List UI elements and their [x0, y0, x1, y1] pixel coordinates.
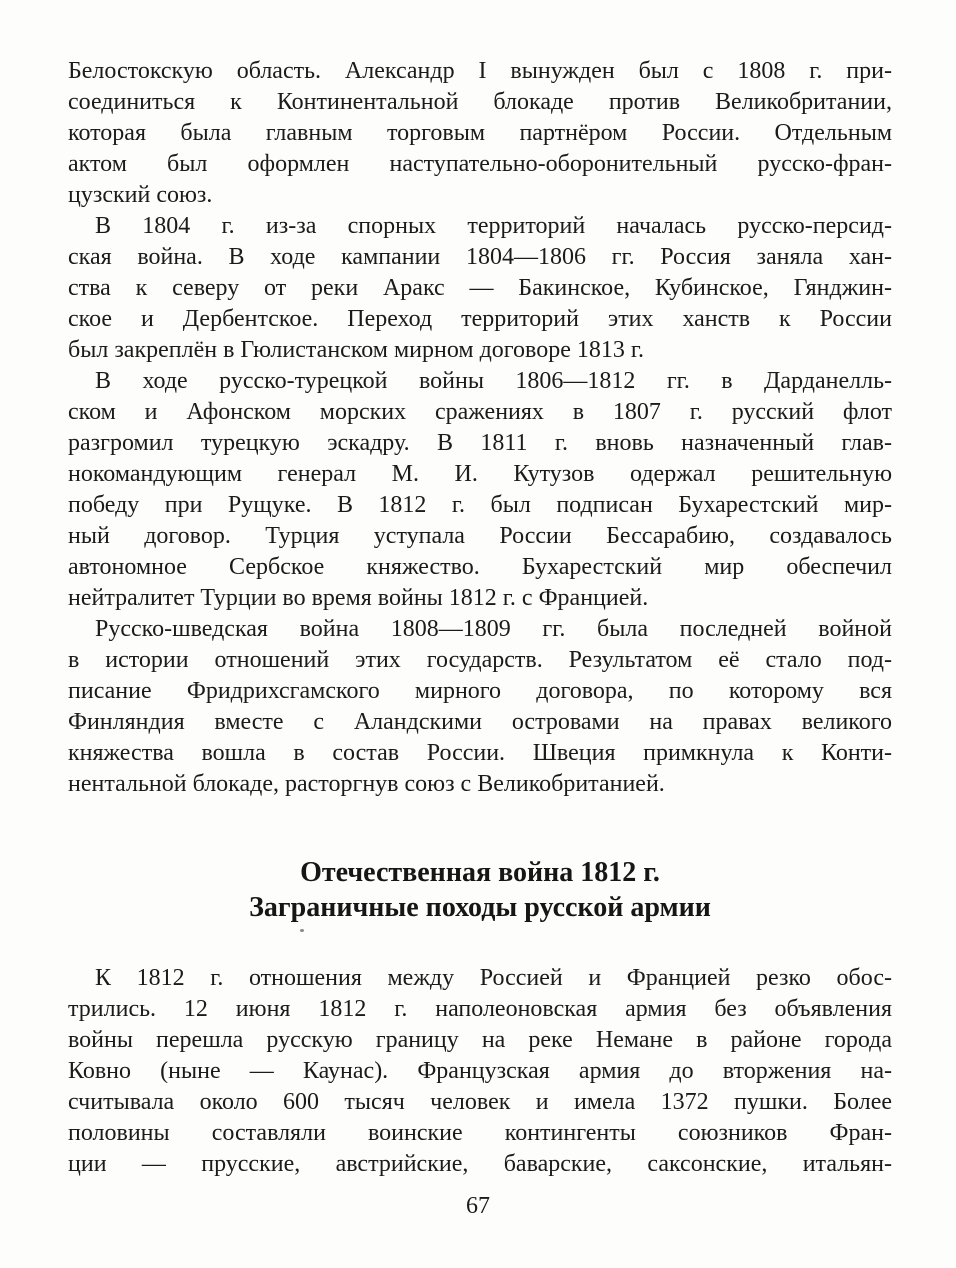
text-line: нейтралитет Турции во время войны 1812 г. с Францией. — [68, 585, 649, 611]
paragraph — [68, 963, 892, 1180]
scan-speck — [300, 929, 304, 932]
text-line: ская война. В ходе кампании 1804—1806 гг. Россия заняла хан- — [68, 244, 892, 270]
section-before-heading — [68, 56, 892, 800]
text-line: Финляндия вместе с Аландскими островами на правах великого — [68, 709, 892, 735]
section-after-heading — [68, 963, 892, 1180]
text-line: трились. 12 июня 1812 г. наполеоновская армия без объявления — [68, 996, 892, 1022]
text-line: соединиться к Континентальной блокаде против Великобритании, — [68, 89, 892, 115]
text-line: актом был оформлен наступательно-оборонительный русско-фран- — [68, 151, 892, 177]
text-line: был закреплён в Гюлистанском мирном договоре 1813 г. — [68, 337, 645, 363]
text-line: Ковно (ныне — Каунас). Французская армия до вторжения на- — [68, 1058, 892, 1084]
text-line: В 1804 г. из-за спорных территорий началась русско-персид- — [95, 213, 892, 239]
text-line: в истории отношений этих государств. Результатом её стало под- — [68, 647, 892, 673]
text-line: ный договор. Турция уступала России Бессарабию, создавалось — [68, 523, 892, 549]
text-line: нокомандующим генерал М. И. Кутузов одержал решительную — [68, 461, 892, 487]
text-line: считывала около 600 тысяч человек и имела 1372 пушки. Более — [68, 1089, 892, 1115]
text-line: половины составляли воинские контингенты союзников Фран- — [68, 1120, 892, 1146]
text-line: которая была главным торговым партнёром России. Отдельным — [68, 120, 892, 146]
text-line: победу при Рущуке. В 1812 г. был подписан Бухарестский мир- — [68, 492, 892, 518]
text-line: Белостокскую область. Александр I вынужден был с 1808 г. при- — [68, 58, 892, 84]
text-line: автономное Сербское княжество. Бухарестский мир обеспечил — [68, 554, 892, 580]
chapter-heading — [68, 855, 892, 925]
text-line: нентальной блокаде, расторгнув союз с Великобританией. — [68, 771, 665, 797]
text-line: ское и Дербентское. Переход территорий этих ханств к России — [68, 306, 892, 332]
text-line: ства к северу от реки Аракс — Бакинское, Кубинское, Гянджин- — [68, 275, 892, 301]
page-content — [68, 56, 892, 1180]
text-line: войны перешла русскую границу на реке Немане в районе города — [68, 1027, 892, 1053]
chapter-heading-line-1: Отечественная война 1812 г. — [300, 857, 660, 888]
text-line: ском и Афонском морских сражениях в 1807 г. русский флот — [68, 399, 892, 425]
chapter-heading-line-2: Заграничные походы русской армии — [249, 892, 711, 923]
text-line: Русско-шведская война 1808—1809 гг. была последней войной — [95, 616, 892, 642]
paragraph — [68, 211, 892, 366]
text-line: В ходе русско-турецкой войны 1806—1812 гг. в Дарданелль- — [95, 368, 892, 394]
text-line: княжества вошла в состав России. Швеция примкнула к Конти- — [68, 740, 892, 766]
text-line: писание Фридрихсгамского мирного договора, по которому вся — [68, 678, 892, 704]
text-line: ции — прусские, австрийские, баварские, саксонские, итальян- — [68, 1151, 892, 1177]
page-number: 67 — [466, 1193, 490, 1219]
text-line: К 1812 г. отношения между Россией и Францией резко обос- — [95, 965, 892, 991]
text-line: цузский союз. — [68, 182, 213, 208]
paragraph — [68, 614, 892, 800]
paragraph — [68, 366, 892, 614]
text-line: разгромил турецкую эскадру. В 1811 г. вновь назначенный глав- — [68, 430, 892, 456]
paragraph — [68, 56, 892, 211]
